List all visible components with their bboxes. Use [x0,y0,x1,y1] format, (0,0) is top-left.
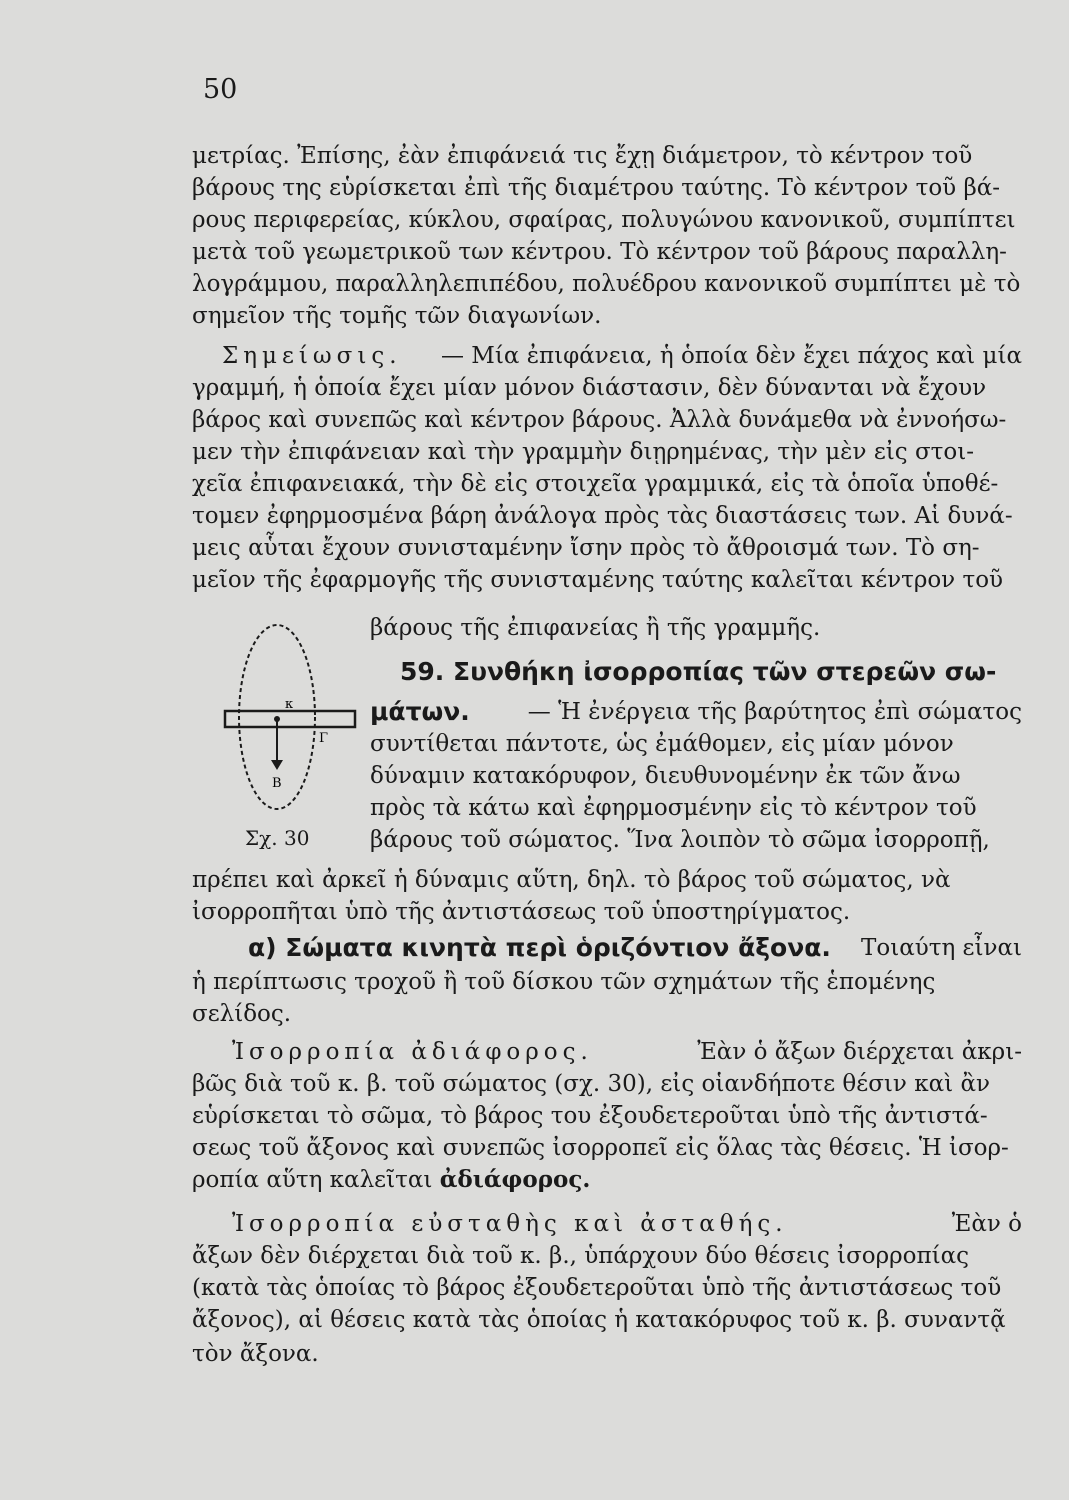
line-12: τομεν ἐφηρμοσμένα βάρη ἀνάλογα πρὸς τὰς διαστάσεις των. Αἱ δυνά- [192,503,1013,529]
axle [225,711,355,727]
line-26: σελίδος. [192,1001,292,1027]
line-15: βάρους τῆς ἐπιφανείας ἢ τῆς γραμμῆς. [370,615,821,641]
line-8: γραμμή, ἡ ὁποία ἔχει μίαν μόνον διάστασιν, δὲν δύνανται νὰ ἔχουν [192,375,987,401]
label-k: κ [285,697,294,712]
line-19: δύναμιν κατακόρυφον, διευθυνομένην ἐκ τῶν ἄνω [370,763,961,789]
line-30: σεως τοῦ ἄξονος καὶ συνεπῶς ἰσορροπεῖ εἰς ὅλας τὰς θέσεις. Ἡ ἰσορ- [192,1135,1009,1161]
line-31: ροπία αὕτη καλεῖται ἀδιάφορος. [192,1164,1022,1196]
line-3: ρους περιφερείας, κύκλου, σφαίρας, πολυγώνου κανονικοῦ, συμπίπτει [192,207,1016,233]
subsection-a-heading: α) Σώματα κινητὰ περὶ ὁριζόντιον ἄξονα. [248,933,831,962]
stable-heading: Ἰσορροπία εὐσταθὴς καὶ ἀσταθής. [232,1211,788,1237]
note-heading: Σημείωσις. [222,343,402,369]
term-indifferent: ἀδιάφορος. [439,1166,591,1193]
line-21: βάρους τοῦ σώματος. Ἵνα λοιπὸν τὸ σῶμα ἰσορροπῇ, [370,827,990,853]
line-35: ἄξονος), αἱ θέσεις κατὰ τὰς ὁποίας ἡ κατακόρυφος τοῦ κ. β. συναντᾷ [192,1307,1006,1333]
stable-line: Ἰσορροπία εὐσταθὴς καὶ ἀσταθής. Ἐὰν ὁ [232,1208,1022,1240]
line-1: μετρίας. Ἐπίσης, ἐὰν ἐπιφάνειά τις ἔχῃ διάμετρον, τὸ κέντρον τοῦ [192,143,973,169]
page-number: 50 [203,74,238,105]
line-22: πρέπει καὶ ἀρκεῖ ἡ δύναμις αὕτη, δηλ. τὸ βάρος τοῦ σώματος, νὰ [192,867,951,893]
line-17: μάτων. — Ἡ ἐνέργεια τῆς βαρύτητος ἐπὶ σώματος [370,697,1022,726]
section-heading-end: μάτων. [370,697,470,726]
line-4: μετὰ τοῦ γεωμετρικοῦ των κέντρου. Τὸ κέντρον τοῦ βάρους παραλλη- [192,239,1007,265]
line-20: πρὸς τὰ κάτω καὶ ἐφηρμοσμένην εἰς τὸ κέντρον τοῦ [370,795,977,821]
section-heading: 59. Συνθήκη ἰσορροπίας τῶν στερεῶν σω- [400,657,997,686]
line-33: ἄξων δὲν διέρχεται διὰ τοῦ κ. β., ὑπάρχουν δύο θέσεις ἰσορροπίας [192,1243,970,1269]
label-g: Γ [319,731,329,746]
line-6: σημεῖον τῆς τομῆς τῶν διαγωνίων. [192,303,602,329]
line-25: ἡ περίπτωσις τροχοῦ ἢ τοῦ δίσκου τῶν σχημάτων τῆς ἑπομένης [192,969,936,995]
indifferent-line: Ἰσορροπία ἀδιάφορος. Ἐὰν ὁ ἄξων διέρχεται ἀκρι- [232,1036,1022,1068]
line-5: λογράμμου, παραλληλεπιπέδου, πολυέδρου κανονικοῦ συμπίπτει μὲ τὸ [192,271,1021,297]
center-point [274,716,280,722]
line-14: μεῖον τῆς ἐφαρμογῆς τῆς συνισταμένης ταύτης καλεῖται κέντρον τοῦ [192,567,1004,593]
figure-caption: Σχ. 30 [245,826,310,850]
arrow-head-icon [271,760,283,770]
line-2: βάρους της εὑρίσκεται ἐπὶ τῆς διαμέτρου ταύτης. Τὸ κέντρον τοῦ βά- [192,175,1001,201]
line-10: μεν τὴν ἐπιφάνειαν καὶ τὴν γραμμὴν διῃρημένας, τὴν μὲν εἰς στοι- [192,439,974,465]
label-b: Β [272,776,282,791]
figure-30 [215,622,365,832]
line-9: βάρος καὶ συνεπῶς καὶ κέντρον βάρους. Ἀλλὰ δυνάμεθα νὰ ἐννοήσω- [192,407,1007,433]
note-line: Σημείωσις. — Μία ἐπιφάνεια, ἡ ὁποία δὲν ἔχει πάχος καὶ μία [222,340,1022,372]
line-18: συντίθεται πάντοτε, ὡς ἐμάθομεν, εἰς μίαν μόνον [370,731,954,757]
line-36: τὸν ἄξονα. [192,1341,319,1367]
line-29: εὑρίσκεται τὸ σῶμα, τὸ βάρος του ἐξουδετεροῦται ὑπὸ τῆς ἀντιστά- [192,1103,988,1129]
line-28: βῶς διὰ τοῦ κ. β. τοῦ σώματος (σχ. 30), εἰς οἱανδήποτε θέσιν καὶ ἂν [192,1071,990,1097]
indifferent-heading: Ἰσορροπία ἀδιάφορος. [232,1039,593,1065]
line-11: χεῖα ἐπιφανειακά, τὴν δὲ εἰς στοιχεῖα γραμμικά, εἰς τὰ ὁποῖα ὑποθέ- [192,471,999,497]
subsection-a-line: α) Σώματα κινητὰ περὶ ὁριζόντιον ἄξονα. Τοιαύτη εἶναι [248,933,1022,962]
line-23: ἰσορροπῆται ὑπὸ τῆς ἀντιστάσεως τοῦ ὑποστηρίγματος. [192,899,851,925]
line-13: μεις αὗται ἔχουν συνισταμένην ἴσην πρὸς τὸ ἄθροισμά των. Τὸ ση- [192,535,980,561]
line-34: (κατὰ τὰς ὁποίας τὸ βάρος ἐξουδετεροῦται ὑπὸ τῆς ἀντιστάσεως τοῦ [192,1275,1002,1301]
